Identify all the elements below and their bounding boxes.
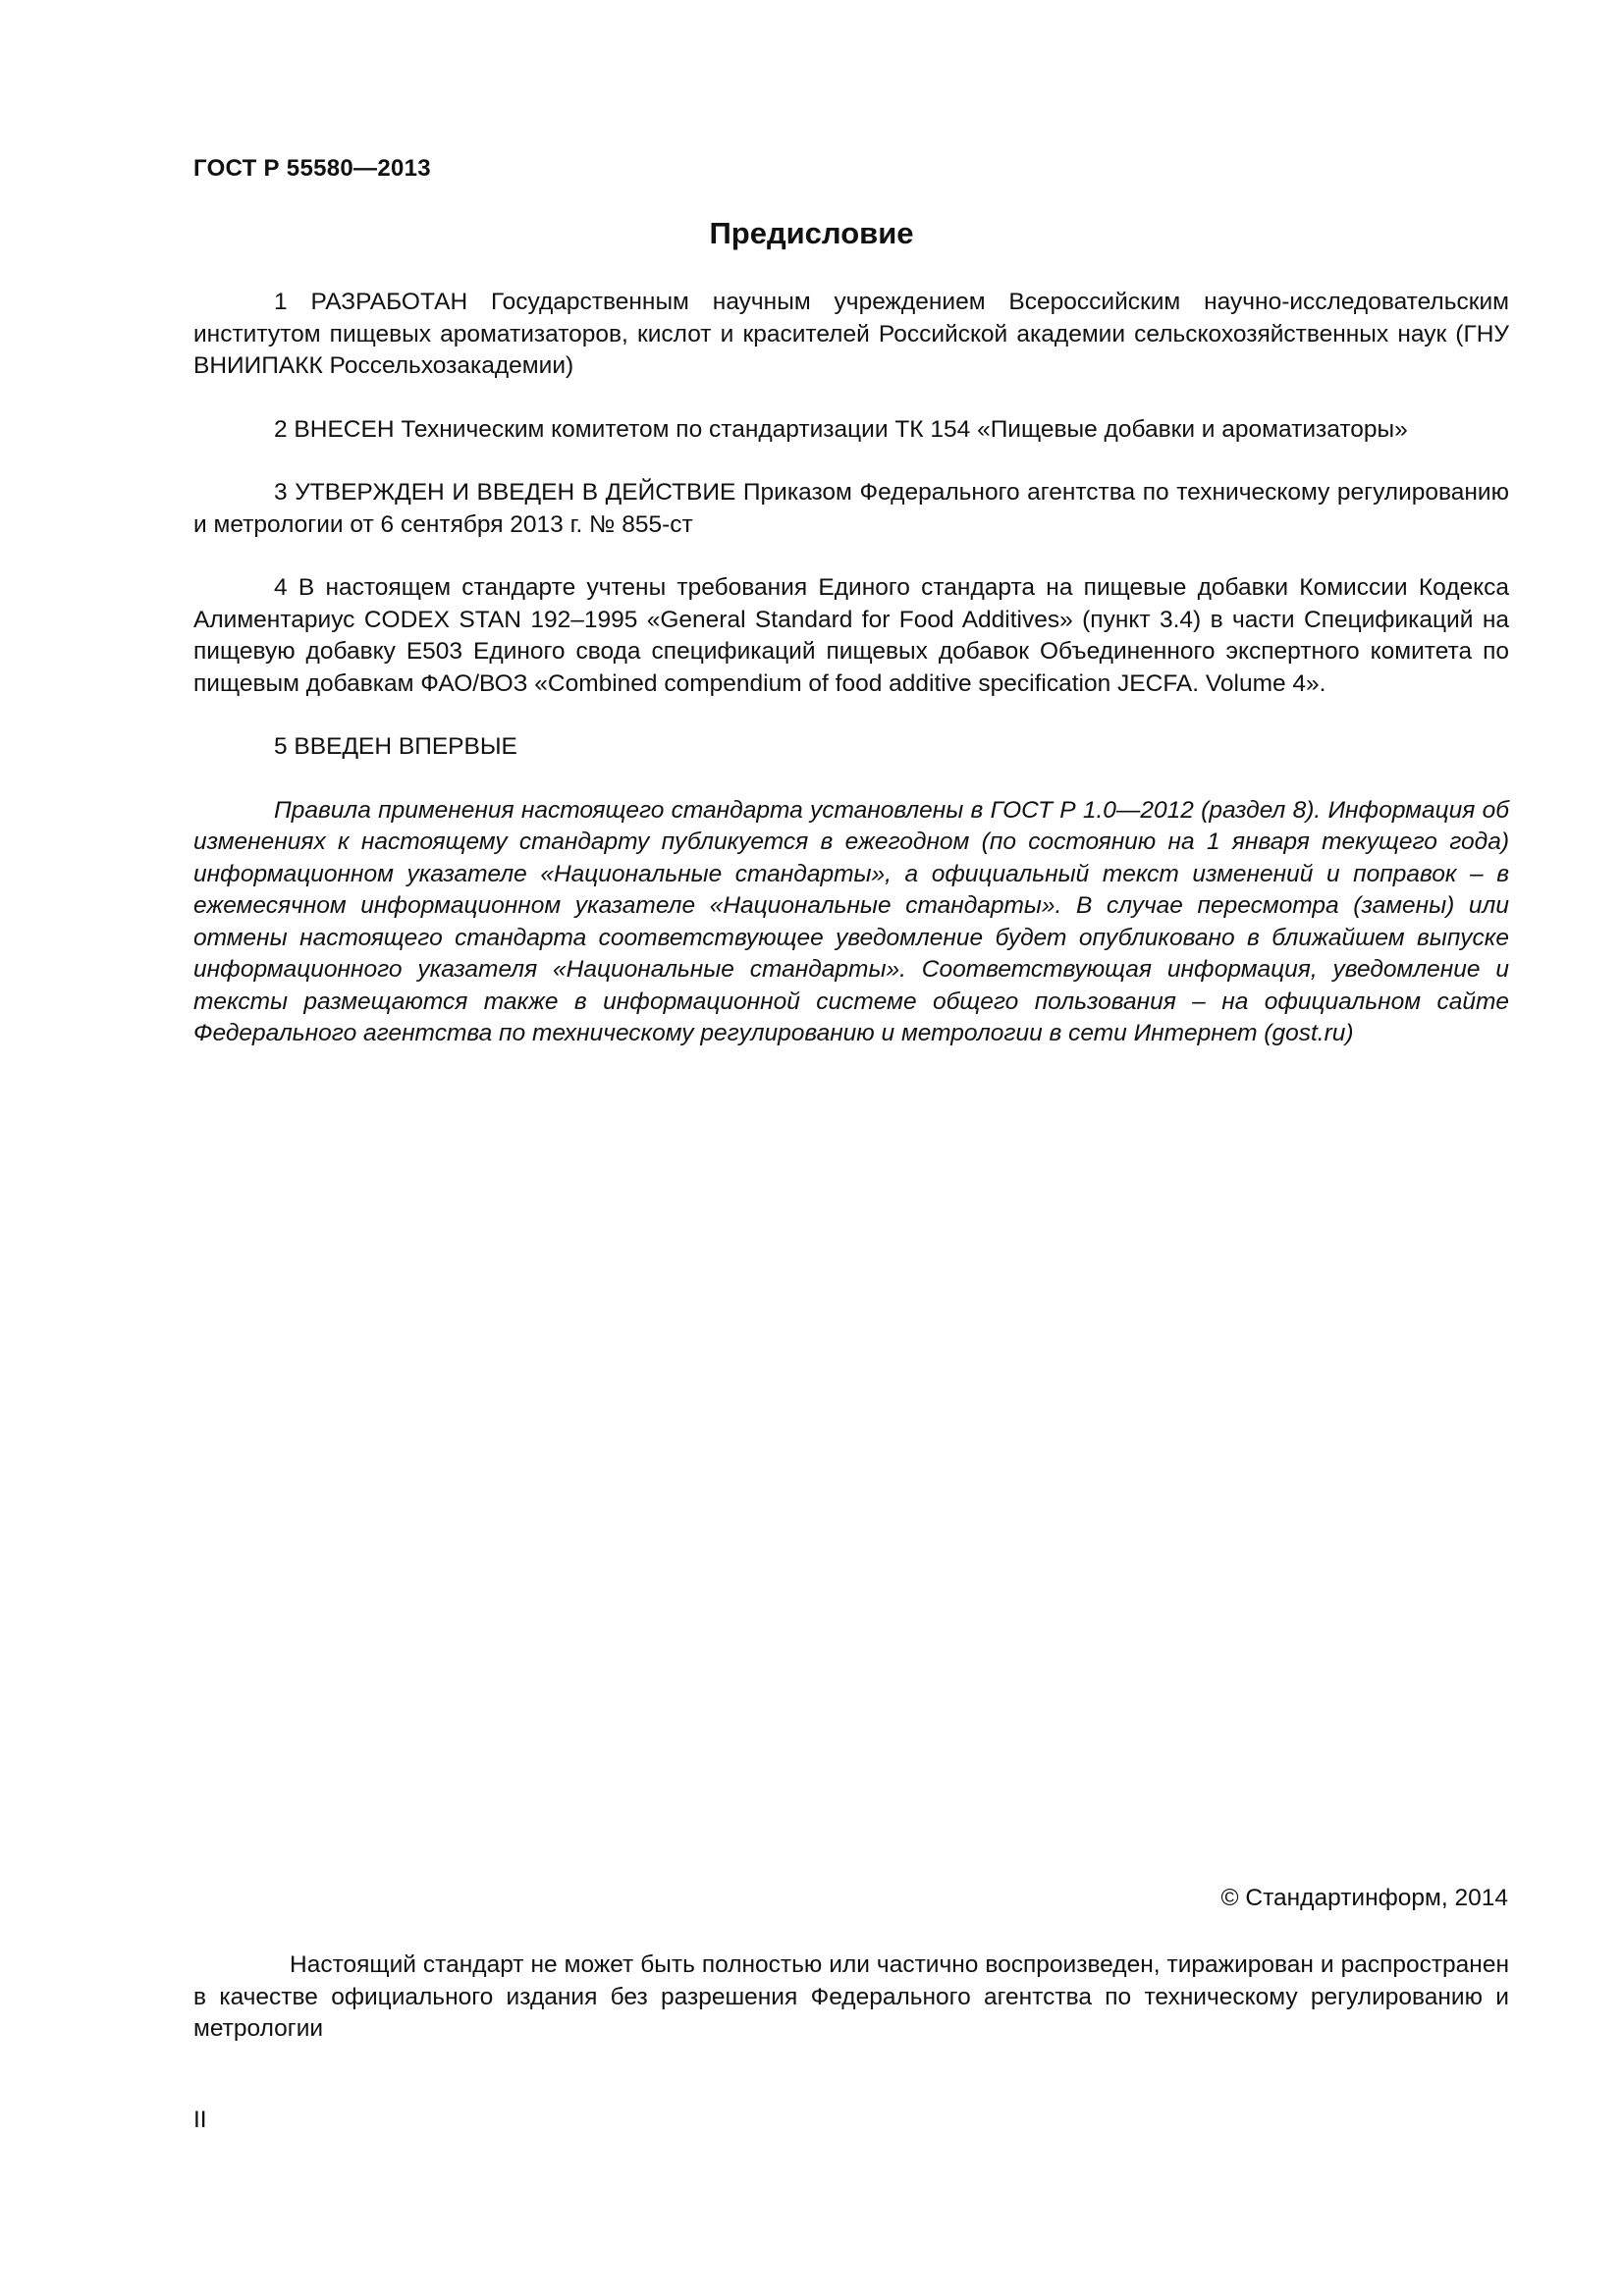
foreword-item-introduced: 2 ВНЕСЕН Техническим комитетом по стандартизации ТК 154 «Пищевые добавки и ароматизаторы» <box>274 415 1408 443</box>
copyright-line: © Стандартинформ, 2014 <box>1220 1885 1508 1911</box>
application-rules-note: Правила применения настоящего стандарта установлены в ГОСТ Р 1.0—2012 (раздел 8). Информация об изменениях к настоящему стандарту публикуется в ежегодном (по состоянию на 1 января текущего года) информационном указателе «Национальные стандарты», а официальный текст изменений и поправок – в ежемесячном информационном указателе «Национальные стандарты». В случае пересмотра (замены) или отмены настоящего стандарта соответствующее уведомление будет опубликовано в ближайшем выпуске информационного указателя «Национальные стандарты». Соответствующая информация, уведомление и тексты размещаются также в информационной системе общего пользования – на официальном сайте Федерального агентства по техническому регулированию и метрологии в сети Интернет (gost.ru) <box>193 796 1509 1046</box>
page-title: Предисловие <box>709 216 914 250</box>
foreword-body <box>193 287 1509 1082</box>
reproduction-notice: Настоящий стандарт не может быть полностью или частично воспроизведен, тиражирован и распространен в качестве официального издания без разрешения Федерального агентства по техническому регулированию и метрологии <box>193 1951 1509 2042</box>
document-code: ГОСТ Р 55580—2013 <box>193 155 431 182</box>
foreword-item-first-introduced: 5 ВВЕДЕН ВПЕРВЫЕ <box>274 733 517 760</box>
foreword-item-requirements: 4 В настоящем стандарте учтены требования Единого стандарта на пищевые добавки Комиссии Кодекса Алиментариус CODEX STAN 192–1995 «General Standard for Food Additives» (пункт 3.4) в части Спецификаций на пищевую добавку E503 Единого свода спецификаций пищевых добавок Объединенного экспертного комитета по пищевым добавкам ФАО/ВОЗ «Combined compendium of food additive specification JECFA. Volume 4». <box>193 574 1509 697</box>
page-number: II <box>193 2107 207 2133</box>
foreword-item-approved: 3 УТВЕРЖДЕН И ВВЕДЕН В ДЕЙСТВИЕ Приказом Федерального агентства по техническому регулированию и метрологии от 6 сентября 2013 г. № 855-ст <box>193 479 1509 538</box>
foreword-item-developed: 1 РАЗРАБОТАН Государственным научным учреждением Всероссийским научно-исследовательским институтом пищевых ароматизаторов, кислот и красителей Российской академии сельскохозяйственных наук (ГНУ ВНИИПАКК Россельхозакадемии) <box>193 289 1509 379</box>
